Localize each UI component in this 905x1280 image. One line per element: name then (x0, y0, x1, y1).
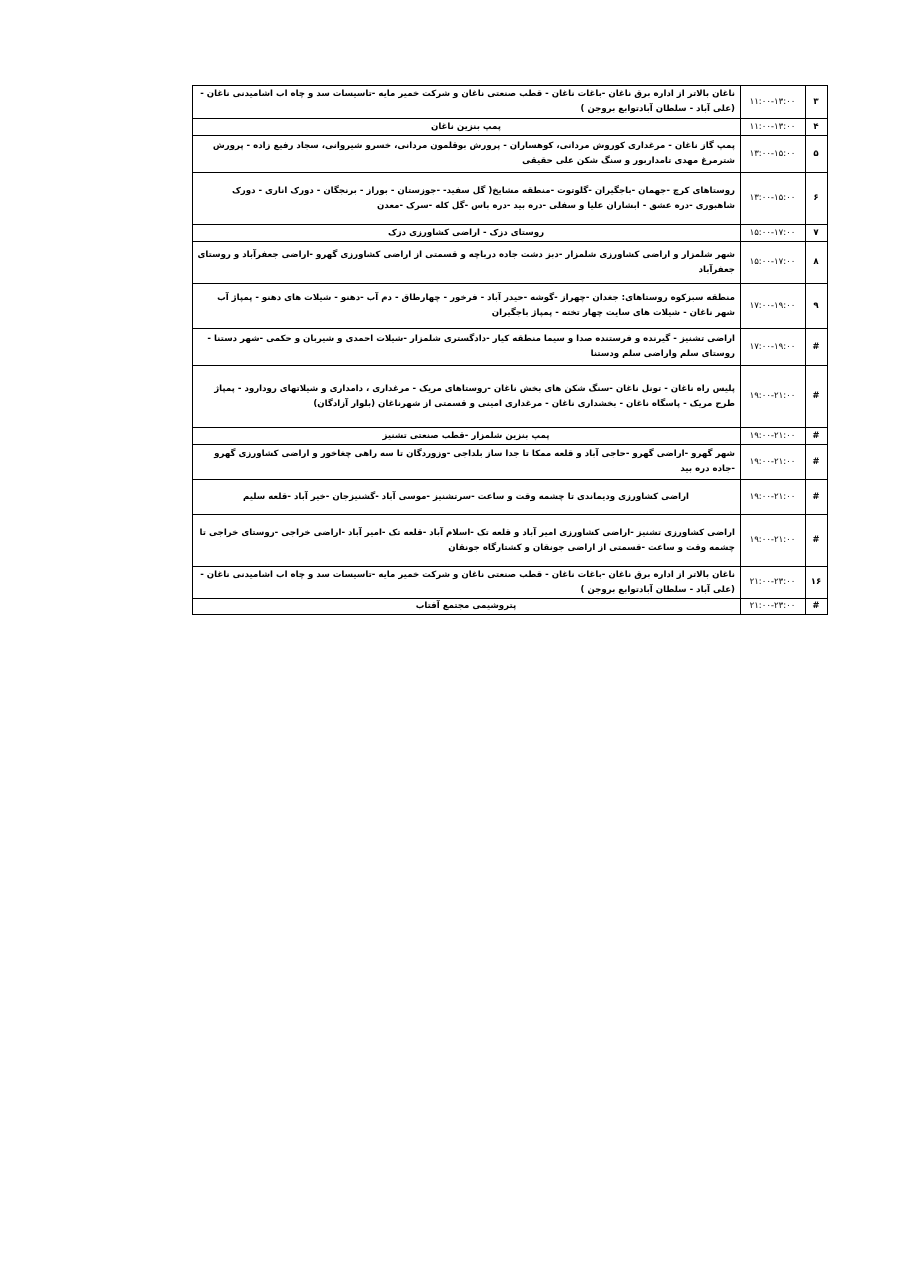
row-number: ۶ (806, 173, 828, 225)
area-description: شهر گهرو -اراضی گهرو -حاجی آباد و قلعه ممکا تا جدا ساز بلداجی -وزوردگان تا سه راهی چغاخور و اراضی کشاورزی گهرو -جاده دره بید (193, 445, 741, 480)
time-range: ۱۹:۰۰-۲۱:۰۰ (741, 480, 806, 515)
time-range: ۱۱:۰۰-۱۳:۰۰ (741, 86, 806, 119)
time-range: ۱۹:۰۰-۲۱:۰۰ (741, 366, 806, 428)
time-range: ۱۹:۰۰-۲۱:۰۰ (741, 445, 806, 480)
table-row (193, 567, 828, 599)
row-number: # (806, 366, 828, 428)
row-number: # (806, 599, 828, 615)
row-number: # (806, 329, 828, 366)
time-range: ۱۷:۰۰-۱۹:۰۰ (741, 329, 806, 366)
area-description: روستای دزک - اراضی کشاورزی دزک (193, 225, 741, 242)
time-range: ۱۱:۰۰-۱۳:۰۰ (741, 119, 806, 136)
time-range: ۱۳:۰۰-۱۵:۰۰ (741, 173, 806, 225)
table-row (193, 599, 828, 615)
table-row (193, 366, 828, 428)
row-number: ۴ (806, 119, 828, 136)
row-number: ۱۶ (806, 567, 828, 599)
row-number: ۸ (806, 242, 828, 284)
time-range: ۲۱:۰۰-۲۳:۰۰ (741, 599, 806, 615)
outage-schedule-table (192, 85, 828, 615)
time-range: ۱۷:۰۰-۱۹:۰۰ (741, 284, 806, 329)
area-description: منطقه سبزکوه روستاهای: جغدان -چهراز -گوشه -حیدر آباد - فرخور - چهارطاق - دم آب -دهنو - شیلات های دهنو - پمپاژ آب شهر ناغان - شیلات های سایت چهار تخته - پمپاژ باجگیران (193, 284, 741, 329)
table-row (193, 480, 828, 515)
row-number: ۷ (806, 225, 828, 242)
time-range: ۲۱:۰۰-۲۳:۰۰ (741, 567, 806, 599)
area-description: اراضی تشنیز - گیرنده و فرستنده صدا و سیما منطقه کیار -دادگستری شلمزار -شیلات احمدی و شیربان و حکمی -شهر دستنا - روستای سلم واراضی سلم ودستنا (193, 329, 741, 366)
table-row (193, 445, 828, 480)
area-description: پمپ بنزین ناغان (193, 119, 741, 136)
row-number: # (806, 480, 828, 515)
table-row (193, 515, 828, 567)
table-row (193, 428, 828, 445)
table-row (193, 242, 828, 284)
time-range: ۱۵:۰۰-۱۷:۰۰ (741, 242, 806, 284)
area-description: پمپ گاز ناغان - مرغداری کوروش مردانی، کوهساران - پرورش بوقلمون مردانی، خسرو شیروانی، سجاد رفیع زاده - پرورش شترمرغ مهدی تامداربور و سنگ شکن علی حقیقی (193, 136, 741, 173)
area-description: روستاهای کرچ -جهمان -باجگیران -گلوتوت -منطقه مشایخ( گل سفید- -جوزستان - بوراز - برنجگان - دورک اناری - دورک شاهبوری -دره عشق - ابشاران علیا و سفلی -دره بید -دره باس -گل کله -سرک -معدن (193, 173, 741, 225)
time-range: ۱۵:۰۰-۱۷:۰۰ (741, 225, 806, 242)
row-number: # (806, 428, 828, 445)
table-row (193, 329, 828, 366)
time-range: ۱۹:۰۰-۲۱:۰۰ (741, 515, 806, 567)
time-range: ۱۳:۰۰-۱۵:۰۰ (741, 136, 806, 173)
table-row (193, 284, 828, 329)
area-description: اراضی کشاورزی تشنیز -اراضی کشاورزی امیر آباد و قلعه تک -اسلام آباد -قلعه تک -امیر آباد -اراضی خراجی -روستای خراجی تا چشمه وقت و ساعت -قسمتی از اراضی جونقان و کشتارگاه جونقان (193, 515, 741, 567)
table-row (193, 119, 828, 136)
table-row (193, 86, 828, 119)
area-description: ناغان بالاتر از اداره برق ناغان -باغات ناغان - قطب صنعتی ناغان و شرکت خمیر مایه -تاسیسات سد و چاه اب اشامیدنی ناغان - (علی آباد - سلطان آبادتوابع بروجن ) (193, 567, 741, 599)
area-description: ناغان بالاتر از اداره برق ناغان -باغات ناغان - قطب صنعتی ناغان و شرکت خمیر مایه -تاسیسات سد و چاه اب اشامیدنی ناغان - (علی آباد - سلطان آبادتوابع بروجن ) (193, 86, 741, 119)
row-number: ۵ (806, 136, 828, 173)
area-description: شهر شلمزار و اراضی کشاورزی شلمزار -دبز دشت جاده درباچه و قسمتی از اراضی کشاورزی گهرو -اراضی جعفرآباد و روستای جعفرآباد (193, 242, 741, 284)
area-description: پلیس راه ناغان - تونل ناغان -سنگ شکن های بخش ناغان -روستاهای مریک - مرغداری ، دامداری و شیلاتهای رودارود - پمپاژ طرح مریک - پاسگاه ناغان - بخشداری ناغان - مرغداری امینی و قسمتی از شهرناغان (بلوار آزادگان) (193, 366, 741, 428)
table-row (193, 225, 828, 242)
table-row (193, 173, 828, 225)
row-number: ۹ (806, 284, 828, 329)
area-description: پمپ بنزین شلمزار -قطب صنعتی تشنیز (193, 428, 741, 445)
time-range: ۱۹:۰۰-۲۱:۰۰ (741, 428, 806, 445)
table-row (193, 136, 828, 173)
row-number: # (806, 445, 828, 480)
area-description: اراضی کشاورزی ودیماندی تا چشمه وقت و ساعت -سرتشنیز -موسی آباد -گشنیزجان -خیر آباد -قلعه سلیم (193, 480, 741, 515)
row-number: ۳ (806, 86, 828, 119)
row-number: # (806, 515, 828, 567)
area-description: پتروشیمی مجتمع آفتاب (193, 599, 741, 615)
